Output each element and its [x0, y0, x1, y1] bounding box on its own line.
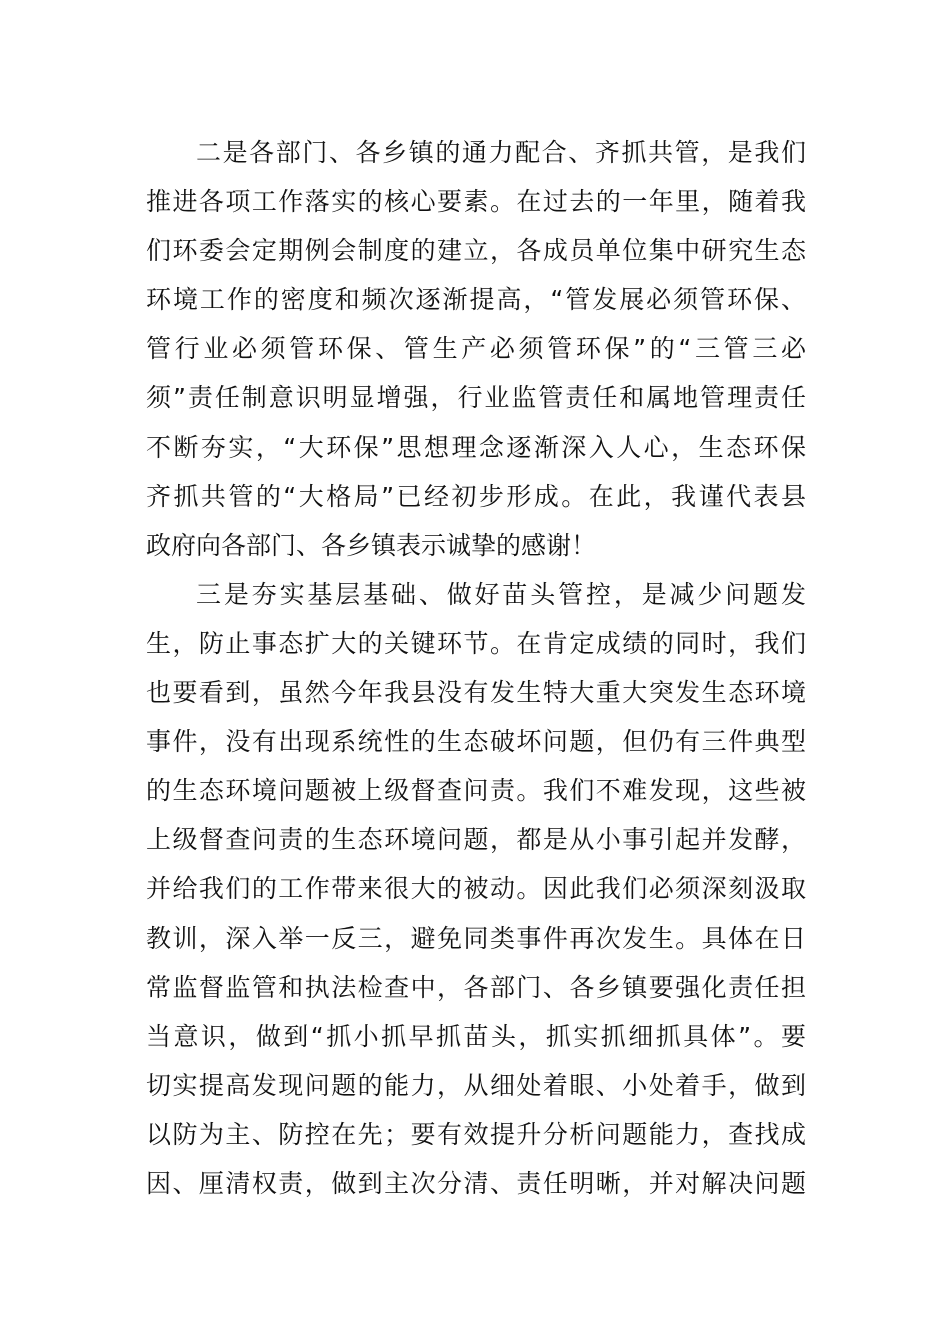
text-line: 齐抓共管的“大格局”已经初步形成。在此，我谨代表县: [146, 481, 806, 511]
body-text: [146, 128, 806, 1208]
text-line: 因、厘清权责，做到主次分清、责任明晰，并对解决问题: [146, 1168, 806, 1198]
text-line: 政府向各部门、各乡镇表示诚挚的感谢！: [146, 530, 597, 560]
text-line: 事件，没有出现系统性的生态破坏问题，但仍有三件典型: [146, 727, 806, 757]
paragraph-3: [146, 570, 806, 1208]
text-line: 二是各部门、各乡镇的通力配合、齐抓共管，是我们: [196, 138, 806, 167]
text-line: 不断夯实，“大环保”思想理念逐渐深入人心，生态环保: [146, 432, 806, 462]
text-line: 当意识，做到“抓小抓早抓苗头，抓实抓细抓具体”。要: [146, 1021, 806, 1051]
text-line: 推进各项工作落实的核心要素。在过去的一年里，随着我: [146, 187, 806, 217]
text-line: 们环委会定期例会制度的建立，各成员单位集中研究生态: [146, 236, 806, 266]
text-line: 环境工作的密度和频次逐渐提高，“管发展必须管环保、: [146, 285, 806, 315]
text-line: 常监督监管和执法检查中，各部门、各乡镇要强化责任担: [146, 972, 806, 1002]
text-line: 的生态环境问题被上级督查问责。我们不难发现，这些被: [146, 776, 806, 806]
text-line: 须”责任制意识明显增强，行业监管责任和属地管理责任: [146, 383, 806, 413]
text-line: 管行业必须管环保、管生产必须管环保”的“三管三必: [146, 334, 806, 364]
paragraph-2: [146, 128, 806, 570]
text-line: 也要看到，虽然今年我县没有发生特大重大突发生态环境: [146, 678, 806, 708]
text-line: 以防为主、防控在先；要有效提升分析问题能力，查找成: [146, 1119, 806, 1149]
text-line: 上级督查问责的生态环境问题，都是从小事引起并发酵，: [146, 825, 806, 855]
text-line: 切实提高发现问题的能力，从细处着眼、小处着手，做到: [146, 1070, 806, 1100]
text-line: 生，防止事态扩大的关键环节。在肯定成绩的同时，我们: [146, 628, 806, 658]
text-line: 教训，深入举一反三，避免同类事件再次发生。具体在日: [146, 923, 806, 953]
text-line: 三是夯实基层基础、做好苗头管控，是减少问题发: [196, 579, 806, 609]
text-line: 并给我们的工作带来很大的被动。因此我们必须深刻汲取: [146, 874, 806, 904]
